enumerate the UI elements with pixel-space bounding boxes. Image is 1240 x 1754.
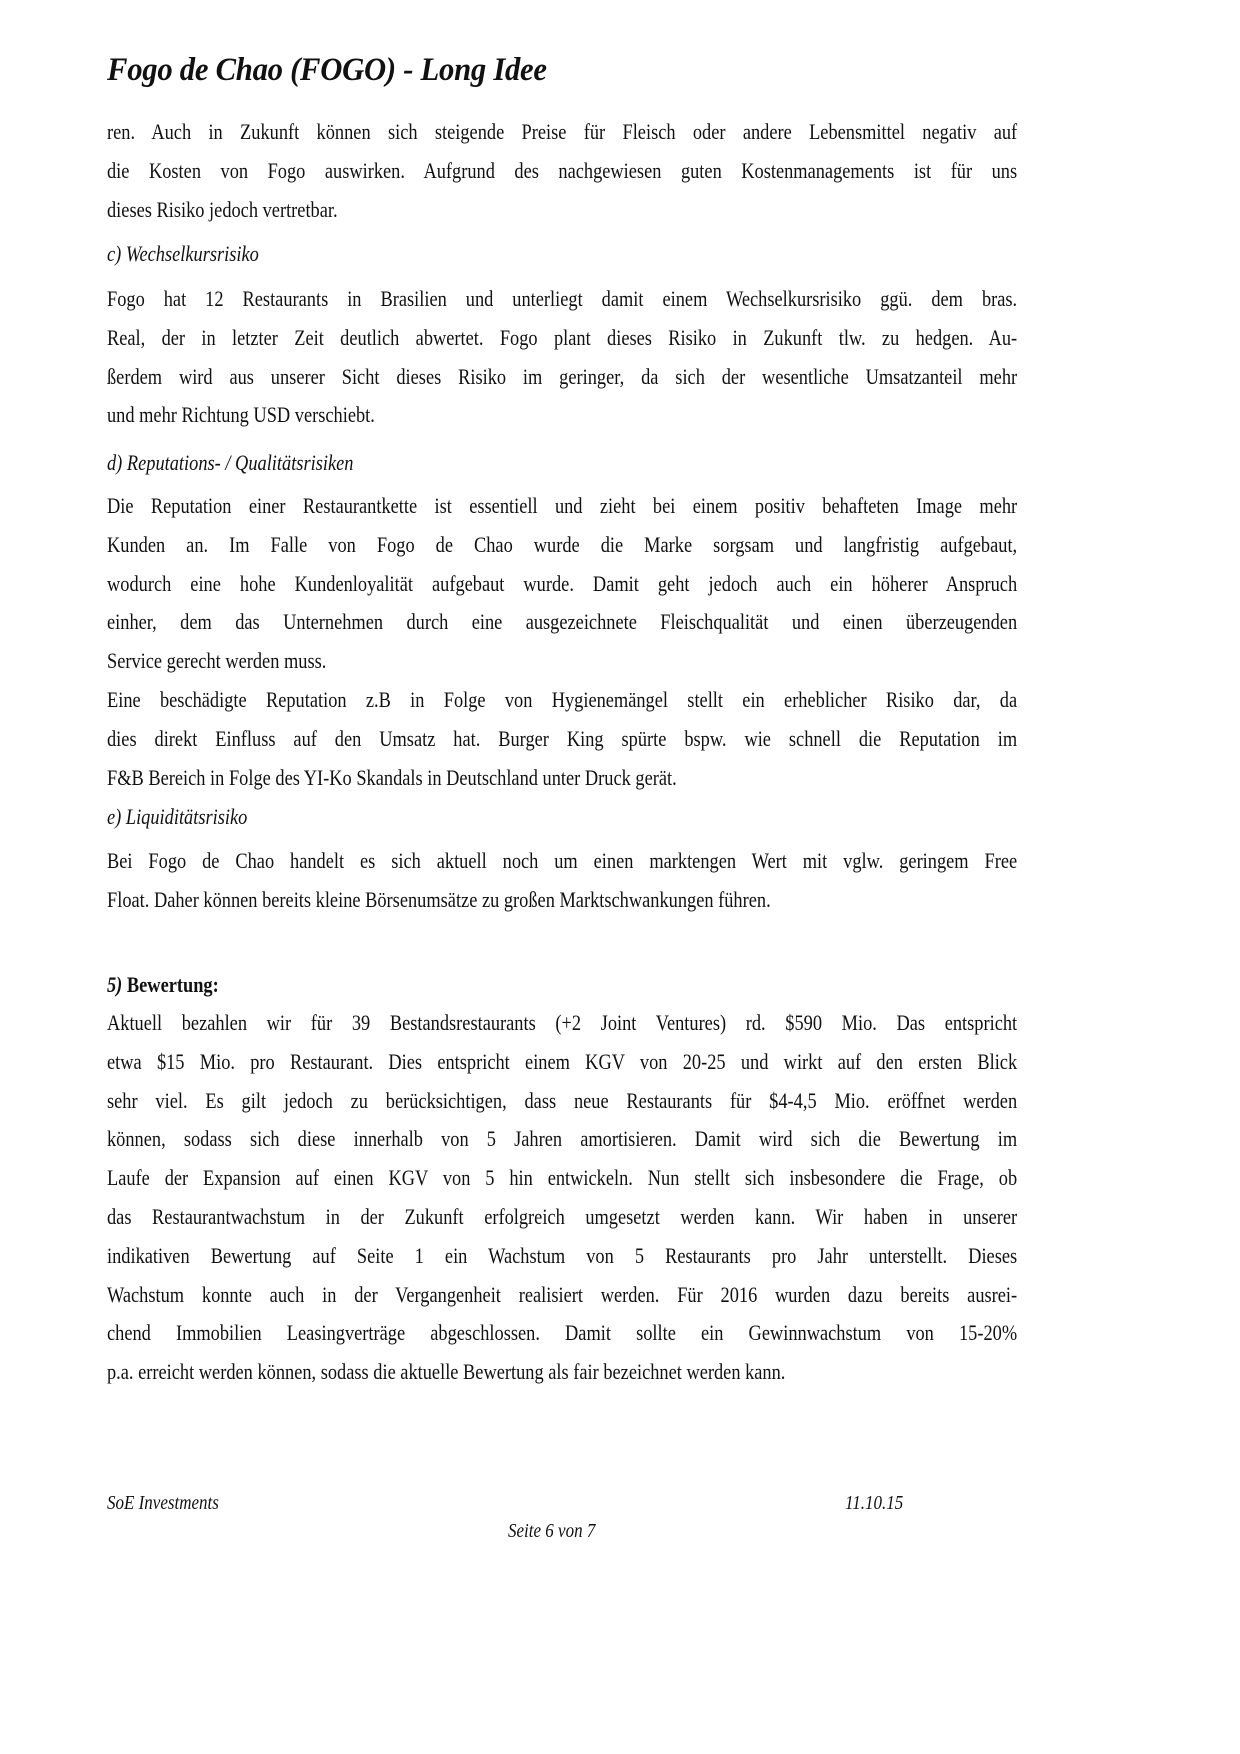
text-line: wodurch eine hohe Kundenloyalität aufgebaut wurde. Damit geht jedoch auch ein höherer Anspruch xyxy=(107,570,1018,596)
text-line: dieses Risiko jedoch vertretbar. xyxy=(107,196,338,222)
risk-c-section xyxy=(107,235,1017,274)
text-line: chend Immobilien Leasingverträge abgeschlossen. Damit sollte ein Gewinnwachstum von 15-20% xyxy=(107,1320,1018,1346)
text-line: indikativen Bewertung auf Seite 1 ein Wachstum von 5 Restaurants pro Jahr unterstellt. Dieses xyxy=(107,1242,1018,1268)
text-line: Bei Fogo de Chao handelt es sich aktuell noch um einen marktengen Wert mit vglw. geringem Free xyxy=(107,848,1018,873)
section-5-paragraph xyxy=(107,1004,1017,1392)
section-5-title xyxy=(107,966,1017,1005)
text-line: ren. Auch in Zukunft können sich steigende Preise für Fleisch oder andere Lebensmittel negativ auf xyxy=(107,119,1018,144)
text-line: die Kosten von Fogo auswirken. Aufgrund des nachgewiesen guten Kostenmanagements ist für uns xyxy=(107,157,1018,183)
section-5-header xyxy=(107,966,1017,1005)
footer-date: 11.10.15 xyxy=(845,1492,904,1514)
text-line: Kunden an. Im Falle von Fogo de Chao wurde die Marke sorgsam und langfristig aufgebaut, xyxy=(107,531,1018,557)
text-line: Fogo hat 12 Restaurants in Brasilien und unterliegt damit einem Wechselkursrisiko ggü. dem bras. xyxy=(107,286,1018,311)
text-line: F&B Bereich in Folge des YI-Ko Skandals in Deutschland unter Druck gerät. xyxy=(107,764,677,790)
document-title: Fogo de Chao (FOGO) - Long Idee xyxy=(107,52,547,88)
text-line: p.a. erreicht werden können, sodass die aktuelle Bewertung als fair bezeichnet werden kann. xyxy=(107,1359,786,1385)
text-line: sehr viel. Es gilt jedoch zu berücksichtigen, dass neue Restaurants für $4-4,5 Mio. eröffnet werden xyxy=(107,1087,1018,1113)
footer-page-number: Seite 6 von 7 xyxy=(508,1520,596,1542)
text-line: das Restaurantwachstum in der Zukunft erfolgreich umgesetzt werden kann. Wir haben in unserer xyxy=(107,1203,1018,1229)
risk-e-paragraph xyxy=(107,842,1017,920)
risk-d-section xyxy=(107,444,1017,483)
text-line: Die Reputation einer Restaurantkette ist essentiell und zieht bei einem positiv behafteten Image mehr xyxy=(107,493,1018,518)
risk-c-heading: c) Wechselkursrisiko xyxy=(107,241,259,266)
intro-paragraph xyxy=(107,113,1017,229)
text-line: und mehr Richtung USD verschiebt. xyxy=(107,402,375,428)
text-line: können, sodass sich diese innerhalb von 5 Jahren amortisieren. Damit wird sich die Bewertung im xyxy=(107,1126,1018,1152)
text-line: ßerdem wird aus unserer Sicht dieses Risiko im geringer, da sich der wesentliche Umsatzanteil mehr xyxy=(107,363,1018,389)
section-5-number: 5) xyxy=(107,972,123,997)
text-line: einher, dem das Unternehmen durch eine ausgezeichnete Fleischqualität und einen überzeugenden xyxy=(107,609,1018,635)
text-line: Service gerecht werden muss. xyxy=(107,648,327,674)
text-line: Aktuell bezahlen wir für 39 Bestandsrestaurants (+2 Joint Ventures) rd. $590 Mio. Das entspricht xyxy=(107,1010,1018,1035)
text-line: Float. Daher können bereits kleine Börsenumsätze zu großen Marktschwankungen führen. xyxy=(107,886,771,912)
text-line: Wachstum konnte auch in der Vergangenheit realisiert werden. Für 2016 wurden dazu bereits ausrei- xyxy=(107,1281,1018,1307)
risk-e-section xyxy=(107,798,1017,837)
section-5-label: Bewertung: xyxy=(122,972,219,997)
risk-d-heading: d) Reputations- / Qualitätsrisiken xyxy=(107,450,354,475)
text-line: Eine beschädigte Reputation z.B in Folge von Hygienemängel stellt ein erheblicher Risiko dar, da xyxy=(107,686,1018,712)
risk-c-paragraph xyxy=(107,280,1017,435)
text-line: dies direkt Einfluss auf den Umsatz hat. Burger King spürte bspw. wie schnell die Reputation im xyxy=(107,725,1018,751)
risk-d-paragraph xyxy=(107,487,1017,797)
text-line: etwa $15 Mio. pro Restaurant. Dies entspricht einem KGV von 20-25 und wirkt auf den ersten Blick xyxy=(107,1048,1018,1074)
text-line: Laufe der Expansion auf einen KGV von 5 hin entwickeln. Nun stellt sich insbesondere die Frage, ob xyxy=(107,1165,1018,1191)
footer-company: SoE Investments xyxy=(107,1492,219,1514)
risk-e-heading: e) Liquiditätsrisiko xyxy=(107,804,248,829)
text-line: Real, der in letzter Zeit deutlich abwertet. Fogo plant dieses Risiko in Zukunft tlw. zu hedgen. Au- xyxy=(107,324,1018,350)
